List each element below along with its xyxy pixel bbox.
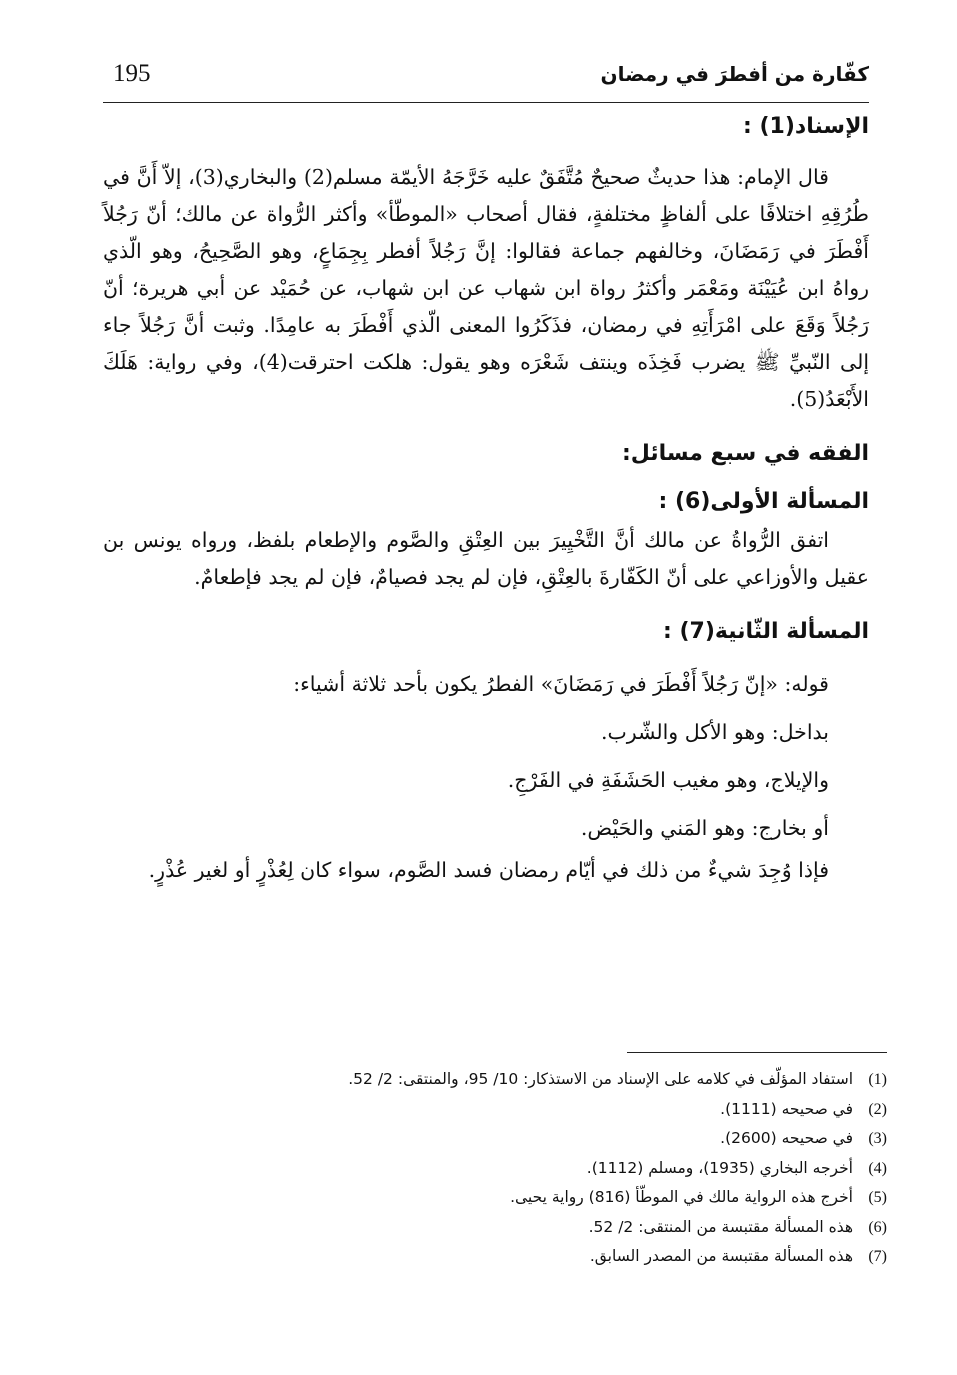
footnote-number: (2) — [868, 1100, 887, 1118]
footnote-number: (1) — [868, 1071, 887, 1088]
footnote-text: استفاد المؤلّف في كلامه على الإسناد من الاستذكار: 10/ 95، والمنتقى: 2/ 52. — [348, 1070, 853, 1088]
footnote — [103, 1154, 887, 1184]
page-header — [103, 58, 869, 103]
footnote-text: هذه المسألة مقتبسة من المنتقى: 2/ 52. — [588, 1217, 853, 1236]
question-1-paragraph: اتفق الرُّواةُ عن مالك أنَّ التَّخْيِيرَ بين العِتْقِ والصَّوم والإطعام بلفظ، ورواه يونس بن عقيل والأوزاعي على أنّ الكَفّارةَ بالعِتْقِ، فإن لم يجد فصيامٌ، فإن لم يجد فإطعامٌ. — [103, 528, 869, 589]
running-title: كفّارة من أفطرَ في رمضان — [600, 62, 869, 86]
footnote-divider — [627, 1052, 887, 1053]
footnote — [103, 1213, 887, 1243]
main-text — [103, 107, 869, 889]
footnote-number: (5) — [868, 1189, 887, 1206]
list-item: بداخل: وهو الأكل والشّرب. — [600, 720, 829, 744]
isnad-paragraph: قال الإمام: هذا حديثٌ صحيحٌ مُتَّفَقٌ عليه خَرَّجَهُ الأيمّة مسلم(2) والبخاري(3)، إلاّ أَنَّ في طُرُقِهِ اختلافًا على ألفاظٍ مختلفةٍ، فقال أصحاب «الموطّأ» وأكثر الرُّواة عن مالك؛ أنّ رَجُلاً أَفْطَرَ في رَمَضَانَ، وخالفهم جماعة فقالوا: إنَّ رَجُلاً أفطر بِجِمَاعٍ، وهو الصَّحِيحُ، وهو الّذي رواهُ ابن عُيَيْنَة ومَعْمَر وأكثرُ رواة ابن شهاب عن ابن شهاب، عن حُمَيْد عن أبي هريرة؛ أنّ رَجُلاً وَقَعَ على امْرَأَتِهِ في رمضان، فذَكَرُوا المعنى الّذي أَفْطَرَ به عامِدًا. وثبت أنَّ رَجُلاً جاء إلى النّبيِّ ﷺ يضرب فَخِذَه وينتف شَعْرَه وهو يقول: هلكت احترقت(4)، وفي رواية: هَلَكَ الأَبْعَدُ(5). — [103, 165, 870, 411]
footnote-text: أخرجه البخاري (1935)، ومسلم (1112). — [586, 1158, 853, 1177]
footnote — [103, 1124, 887, 1154]
section-heading-fiqh: الفقه في سبع مسائل: — [621, 441, 869, 466]
footnotes — [103, 1052, 887, 1272]
footnote-text: أخرج هذه الرواية مالك في الموطّأ (816) رواية يحيى. — [510, 1188, 853, 1206]
footnote-number: (7) — [868, 1248, 887, 1265]
footnote-text: في صحيحه (2600). — [720, 1129, 853, 1147]
section-heading-question-1: المسألة الأولى(6) : — [658, 489, 869, 514]
list-item: أو بخارج: وهو المَني والحَيْض. — [580, 816, 829, 840]
footnote — [103, 1242, 887, 1272]
section-heading-question-2: المسألة الثّانية(7) : — [663, 619, 869, 644]
section-heading-isnad: الإسناد(1) : — [743, 114, 869, 139]
footnote-text: في صحيحه (1111). — [720, 1099, 853, 1118]
footnote-text: هذه المسألة مقتبسة من المصدر السابق. — [589, 1247, 853, 1265]
footnote — [103, 1065, 887, 1095]
question-2-intro: قوله: «إنّ رَجُلاً أَفْطَرَ في رَمَضَانَ» الفطرُ يكون بأحد ثلاثة أشياء: — [293, 672, 829, 696]
question-2-closing: فإذا وُجِدَ شيءٌ من ذلك في أيّام رمضان فسد الصَّوم، سواء كان لِعُذْرٍ أو لغير عُذْرٍ. — [148, 858, 829, 882]
footnote-number: (3) — [868, 1130, 887, 1147]
page-number: 195 — [113, 60, 151, 87]
footnote-number: (4) — [868, 1159, 887, 1177]
footnote-number: (6) — [868, 1218, 887, 1236]
list-item: والإيلاج، وهو مغيب الحَشَفَةِ في الفَرْجِ. — [507, 768, 829, 792]
footnote — [103, 1183, 887, 1213]
footnote — [103, 1095, 887, 1125]
